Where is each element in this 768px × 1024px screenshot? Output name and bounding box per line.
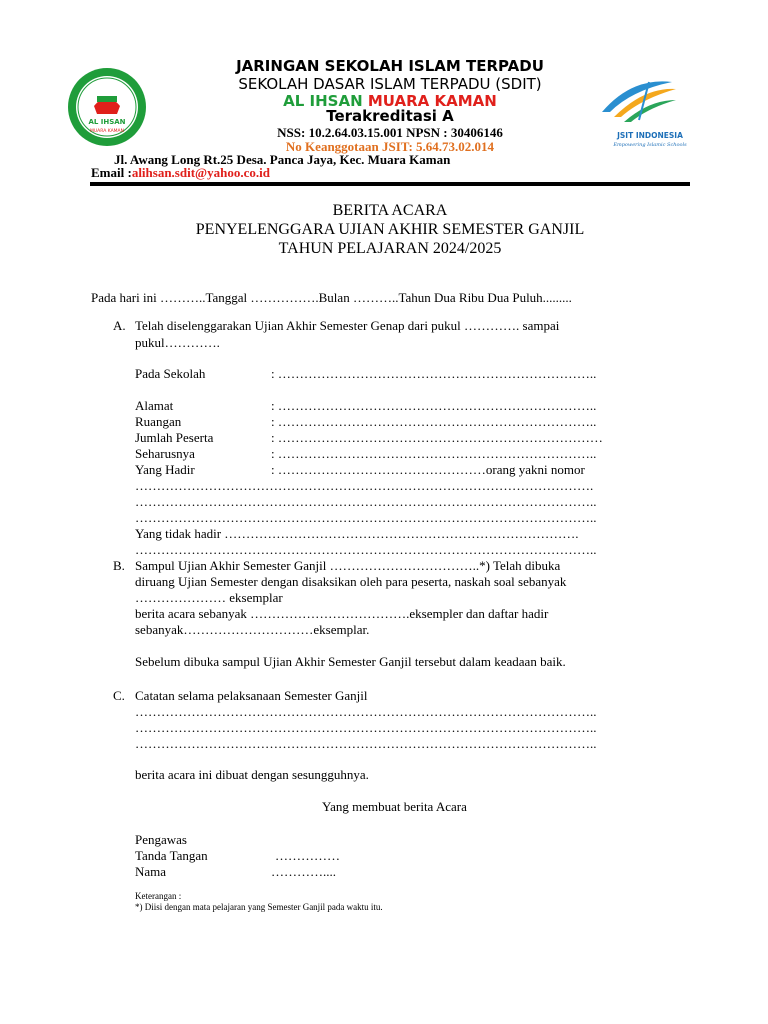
section-a-line2: pukul…………. <box>135 335 220 350</box>
nss-npsn: NSS: 10.2.64.03.15.001 NPSN : 30406146 <box>277 125 503 140</box>
doc-title: BERITA ACARA <box>332 202 448 219</box>
section-c-label: C. <box>113 688 125 703</box>
logo-name: AL IHSAN <box>88 118 126 126</box>
doc-subtitle: PENYELENGGARA UJIAN AKHIR SEMESTER GANJIL <box>195 221 585 238</box>
field-label: Yang Hadir <box>135 462 195 477</box>
logo-city: MUARA KAMAN <box>90 129 124 134</box>
jsit-logo-title: JSIT INDONESIA <box>617 131 683 140</box>
field-value: : ……………………………………………………………….. <box>271 446 597 461</box>
jsit-logo <box>594 72 714 152</box>
section-b-line4: berita acara sebanyak ……………………………….eksempler dan daftar hadir <box>135 606 549 621</box>
network-name: JARINGAN SEKOLAH ISLAM TERPADU <box>236 57 544 75</box>
doc-year: TAHUN PELAJARAN 2024/2025 <box>278 240 502 257</box>
field-label: Pada Sekolah <box>135 366 206 381</box>
section-b-line6: Sebelum dibuka sampul Ujian Akhir Semester Ganjil tersebut dalam keadaan baik. <box>135 654 566 669</box>
signature-field: …………… <box>275 848 340 863</box>
dotted-line: ……………………………………………………………………………………………. <box>135 478 594 493</box>
field-value: : ……………………………………………………………….. <box>271 366 597 381</box>
jsit-logo-tagline: Empowering Islamic Schools <box>613 142 687 148</box>
field-value: : ………………………………………………………………… <box>271 430 603 445</box>
email-address: alihsan.sdit@yahoo.co.id <box>131 165 270 180</box>
school-logo <box>66 66 148 148</box>
school-name-red: MUARA KAMAN <box>367 92 497 110</box>
field-value: : …………………………………………orang yakni nomor <box>271 462 585 477</box>
name-field: ………….... <box>271 864 336 879</box>
dotted-line: …………………………………………………………………………………………….. <box>135 704 597 719</box>
section-b-line5: sebanyak…………………………eksemplar. <box>135 622 370 637</box>
dotted-line: …………………………………………………………………………………………….. <box>135 494 597 509</box>
closing-line: berita acara ini dibuat dengan sesungguhnya. <box>135 767 369 782</box>
field-label: Seharusnya <box>135 446 195 461</box>
field-value: : ……………………………………………………………….. <box>271 414 597 429</box>
school-type: SEKOLAH DASAR ISLAM TERPADU (SDIT) <box>238 75 542 93</box>
dotted-line: …………………………………………………………………………………………….. <box>135 510 597 525</box>
section-b-label: B. <box>113 558 125 573</box>
signature-label: Tanda Tangan <box>135 848 208 863</box>
email-label: Email : <box>91 165 132 180</box>
supervisor-label: Pengawas <box>135 832 187 847</box>
section-a-line1: Telah diselenggarakan Ujian Akhir Semester Genap dari pukul …………. sampai <box>135 318 560 333</box>
dotted-line: …………………………………………………………………………………………….. <box>135 542 597 557</box>
field-label: Ruangan <box>135 414 182 429</box>
school-address: Jl. Awang Long Rt.25 Desa. Panca Jaya, Kec. Muara Kaman <box>114 152 451 167</box>
opening-line: Pada hari ini ………..Tanggal …………….Bulan ………..Tahun Dua Ribu Dua Puluh......... <box>91 290 572 305</box>
jsit-membership: No Keanggotaan JSIT: 5.64.73.02.014 <box>285 139 495 154</box>
notes-label: Keterangan : <box>135 891 182 901</box>
section-b-line1: Sampul Ujian Akhir Semester Ganjil ……………………………..*) Telah dibuka <box>135 558 561 573</box>
dotted-line: …………………………………………………………………………………………….. <box>135 736 597 751</box>
section-b-line2: diruang Ujian Semester dengan disaksikan oleh para peserta, naskah soal sebanyak <box>135 574 567 589</box>
absent-line: Yang tidak hadir ………………………………………………………………………. <box>135 526 579 541</box>
field-label: Alamat <box>135 398 174 413</box>
dotted-line: …………………………………………………………………………………………….. <box>135 720 597 735</box>
notes-text: *) Diisi dengan mata pelajaran yang Semester Ganjil pada waktu itu. <box>135 902 383 912</box>
field-label: Jumlah Peserta <box>135 430 214 445</box>
school-name-green: AL IHSAN <box>283 92 363 110</box>
header-divider <box>90 182 690 186</box>
section-c-line1: Catatan selama pelaksanaan Semester Ganjil <box>135 688 368 703</box>
field-value: : ……………………………………………………………….. <box>271 398 597 413</box>
maker-line: Yang membuat berita Acara <box>322 799 467 814</box>
accreditation: Terakreditasi A <box>326 107 454 125</box>
section-a-label: A. <box>113 318 126 333</box>
school-email <box>91 165 270 181</box>
name-label: Nama <box>135 864 167 879</box>
section-b-line3: ………………… eksemplar <box>135 590 283 605</box>
